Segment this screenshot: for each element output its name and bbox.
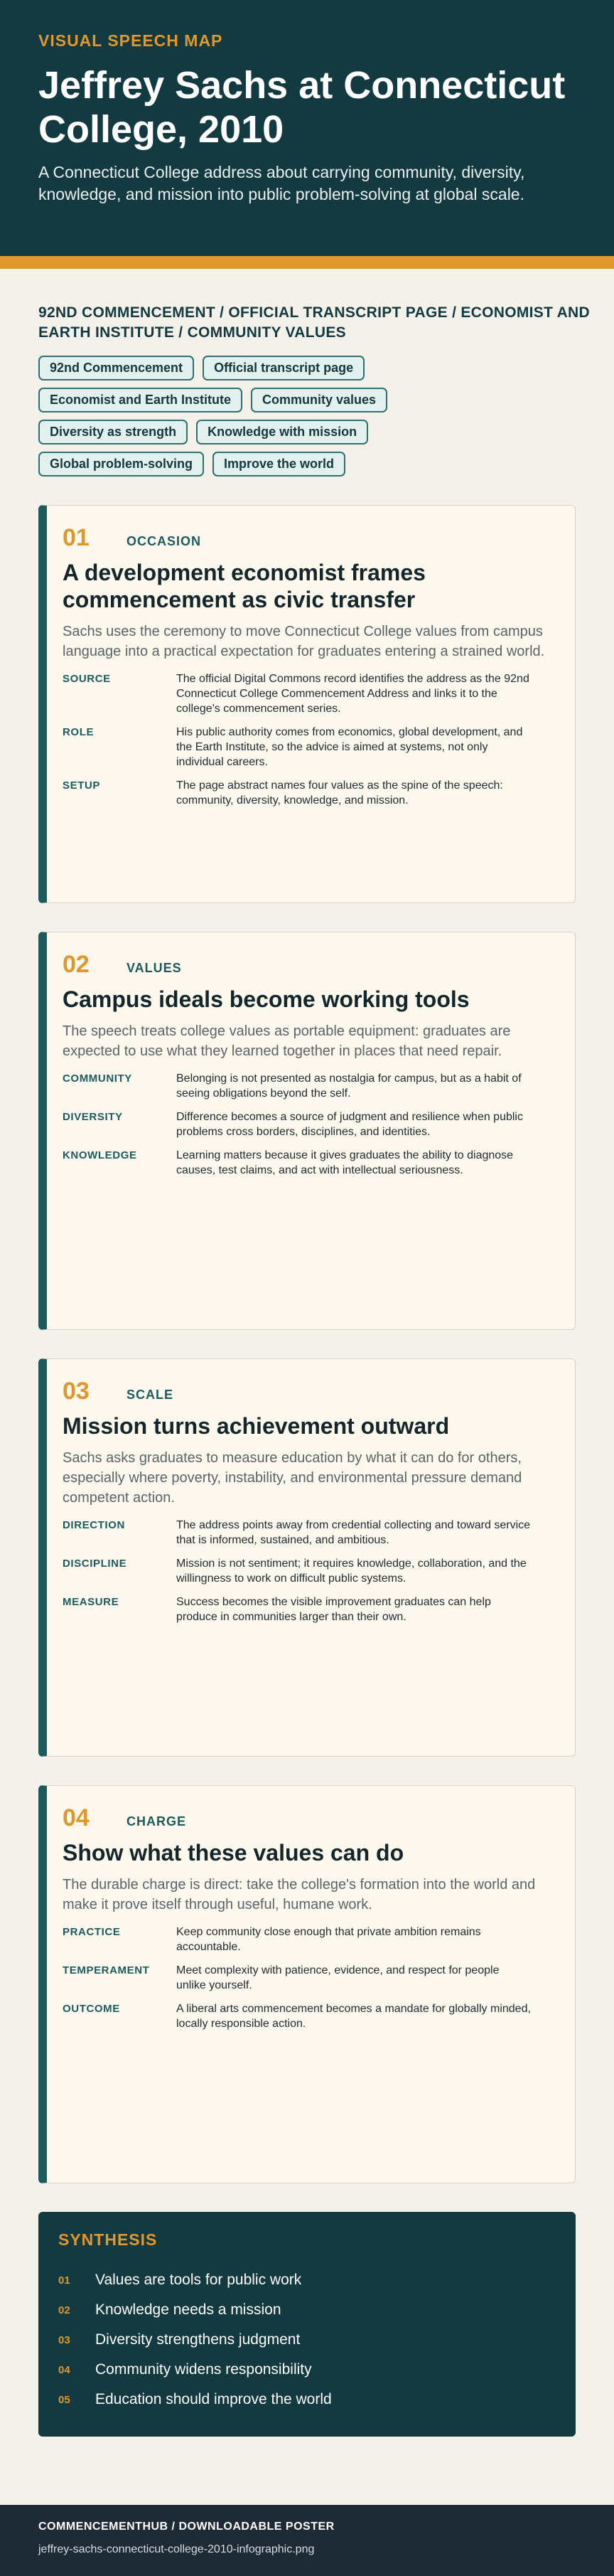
accent-divider — [0, 256, 614, 269]
row-key: DISCIPLINE — [63, 1558, 127, 1570]
card-number: 04 — [63, 1804, 90, 1831]
card-heading: Mission turns achievement outward — [63, 1413, 450, 1439]
row-value: The official Digital Commons record identifies the address as the 92nd Connecticut College Commencement Address and links it to the college's commencement series. — [176, 673, 529, 715]
card-number: 01 — [63, 524, 90, 551]
card-rows — [63, 1071, 554, 1178]
kicker: VISUAL SPEECH MAP — [38, 31, 223, 50]
synthesis-item — [58, 2385, 556, 2415]
card-row — [63, 1071, 554, 1101]
row-key: MEASURE — [63, 1596, 119, 1608]
row-value: Success becomes the visible improvement graduates can help produce in communities larger than their own. — [176, 1596, 491, 1623]
row-value: Mission is not sentiment; it requires knowledge, collaboration, and the willingness to work on difficult public systems. — [176, 1558, 527, 1585]
synthesis-item — [58, 2355, 556, 2385]
card-lead: Sachs asks graduates to measure education by what it can do for others, especially where poverty, instability, and environmental pressure demand competent action. — [63, 1450, 522, 1506]
footer-brand: COMMENCEMENTHUB / DOWNLOADABLE POSTER — [38, 2521, 335, 2533]
row-value: Keep community close enough that private ambition remains accountable. — [176, 1926, 481, 1953]
synthesis-number: 04 — [58, 2363, 70, 2376]
row-value: Belonging is not presented as nostalgia for campus, but as a habit of seeing obligations beyond the self. — [176, 1073, 522, 1100]
card-row — [63, 1518, 554, 1548]
tag: Improve the world — [212, 452, 345, 477]
tag: 92nd Commencement — [38, 356, 194, 380]
card-row — [63, 1963, 554, 1993]
card-label: OCCASION — [126, 534, 202, 548]
card-row — [63, 1595, 554, 1624]
section-card-values — [38, 932, 576, 1330]
card-lead: Sachs uses the ceremony to move Connecticut College values from campus language into a practical expectation for graduates entering a strained world. — [63, 624, 545, 659]
card-rows — [63, 1518, 554, 1624]
row-key: PRACTICE — [63, 1926, 121, 1938]
row-key: DIVERSITY — [63, 1111, 123, 1123]
card-head — [63, 1804, 554, 1832]
synthesis-text: Knowledge needs a mission — [95, 2301, 281, 2318]
card-number: 03 — [63, 1378, 90, 1405]
row-value: The page abstract names four values as the spine of the speech: community, diversity, knowledge, and mission. — [176, 779, 503, 807]
synthesis-title: SYNTHESIS — [58, 2230, 158, 2249]
synthesis-text: Education should improve the world — [95, 2391, 332, 2407]
card-row — [63, 671, 554, 716]
row-key: OUTCOME — [63, 2003, 120, 2015]
row-value: Meet complexity with patience, evidence, and respect for people unlike yourself. — [176, 1964, 500, 1991]
card-head — [63, 524, 554, 552]
synthesis-item — [58, 2265, 556, 2295]
row-key: SETUP — [63, 779, 101, 792]
row-key: TEMPERAMENT — [63, 1964, 150, 1976]
card-rows — [63, 671, 554, 808]
card-lead: The durable charge is direct: take the college's formation into the world and make it prove itself through useful, humane work. — [63, 1877, 536, 1912]
tag: Global problem-solving — [38, 452, 204, 477]
card-row — [63, 1109, 554, 1139]
synthesis-item — [58, 2295, 556, 2325]
card-row — [63, 725, 554, 770]
tag: Official transcript page — [203, 356, 365, 380]
row-key: DIRECTION — [63, 1519, 125, 1531]
row-key: SOURCE — [63, 673, 111, 685]
card-number: 02 — [63, 951, 90, 978]
row-key: KNOWLEDGE — [63, 1149, 137, 1161]
tag-list — [38, 356, 465, 477]
row-value: His public authority comes from economics, global development, and the Earth Institute, so the advice is aimed at systems, not only individual careers. — [176, 726, 523, 768]
row-value: Difference becomes a source of judgment and resilience when public problems cross borders, disciplines, and identities. — [176, 1111, 523, 1138]
card-row — [63, 1148, 554, 1178]
section-card-scale — [38, 1358, 576, 1757]
card-head — [63, 1378, 554, 1405]
card-lead: The speech treats college values as portable equipment: graduates are expected to use what they learned together in places that need repair. — [63, 1023, 511, 1059]
card-label: SCALE — [126, 1388, 174, 1402]
synthesis-text: Diversity strengthens judgment — [95, 2331, 301, 2348]
card-label: CHARGE — [126, 1814, 187, 1829]
row-value: Learning matters because it gives graduates the ability to diagnose causes, test claims, and act with intellectual seriousness. — [176, 1149, 514, 1176]
row-value: A liberal arts commencement becomes a mandate for globally minded, locally responsible action. — [176, 2003, 531, 2030]
synthesis-panel — [38, 2212, 576, 2437]
card-label: VALUES — [126, 961, 182, 975]
row-key: ROLE — [63, 726, 95, 738]
card-head — [63, 951, 554, 979]
section-card-occasion — [38, 505, 576, 903]
meta-section — [0, 269, 614, 477]
card-list — [0, 477, 614, 2183]
footer-filename: jeffrey-sachs-connecticut-college-2010-infographic.png — [38, 2543, 315, 2555]
card-heading: Show what these values can do — [63, 1840, 404, 1866]
synthesis-number: 02 — [58, 2304, 70, 2316]
synthesis-number: 01 — [58, 2274, 70, 2287]
card-row — [63, 1556, 554, 1586]
synthesis-item — [58, 2325, 556, 2355]
row-key: COMMUNITY — [63, 1073, 132, 1085]
synthesis-list — [58, 2265, 556, 2415]
hero-header — [0, 0, 614, 256]
card-heading: Campus ideals become working tools — [63, 986, 470, 1012]
card-heading: A development economist frames commencement as civic transfer — [63, 560, 426, 612]
card-row — [63, 1925, 554, 1954]
page-subtitle: A Connecticut College address about carrying community, diversity, knowledge, and mission into public problem-solving at global scale. — [38, 163, 525, 203]
section-card-charge — [38, 1785, 576, 2183]
tag: Community values — [251, 388, 387, 413]
page-title: Jeffrey Sachs at Connecticut College, 2010 — [38, 64, 566, 151]
synthesis-text: Values are tools for public work — [95, 2272, 302, 2288]
synthesis-number: 03 — [58, 2333, 70, 2346]
synthesis-number: 05 — [58, 2393, 70, 2406]
breadcrumb: 92ND COMMENCEMENT / OFFICIAL TRANSCRIPT PAGE / ECONOMIST AND EARTH INSTITUTE / COMMUNITY VALUES — [38, 304, 590, 341]
tag: Diversity as strength — [38, 420, 188, 445]
card-row — [63, 2001, 554, 2031]
page-footer — [0, 2505, 614, 2576]
tag: Knowledge with mission — [196, 420, 368, 445]
card-row — [63, 778, 554, 808]
card-rows — [63, 1925, 554, 2031]
tag: Economist and Earth Institute — [38, 388, 242, 413]
synthesis-text: Community widens responsibility — [95, 2361, 312, 2378]
row-value: The address points away from credential collecting and toward service that is informed, sustained, and ambitious. — [176, 1519, 531, 1546]
